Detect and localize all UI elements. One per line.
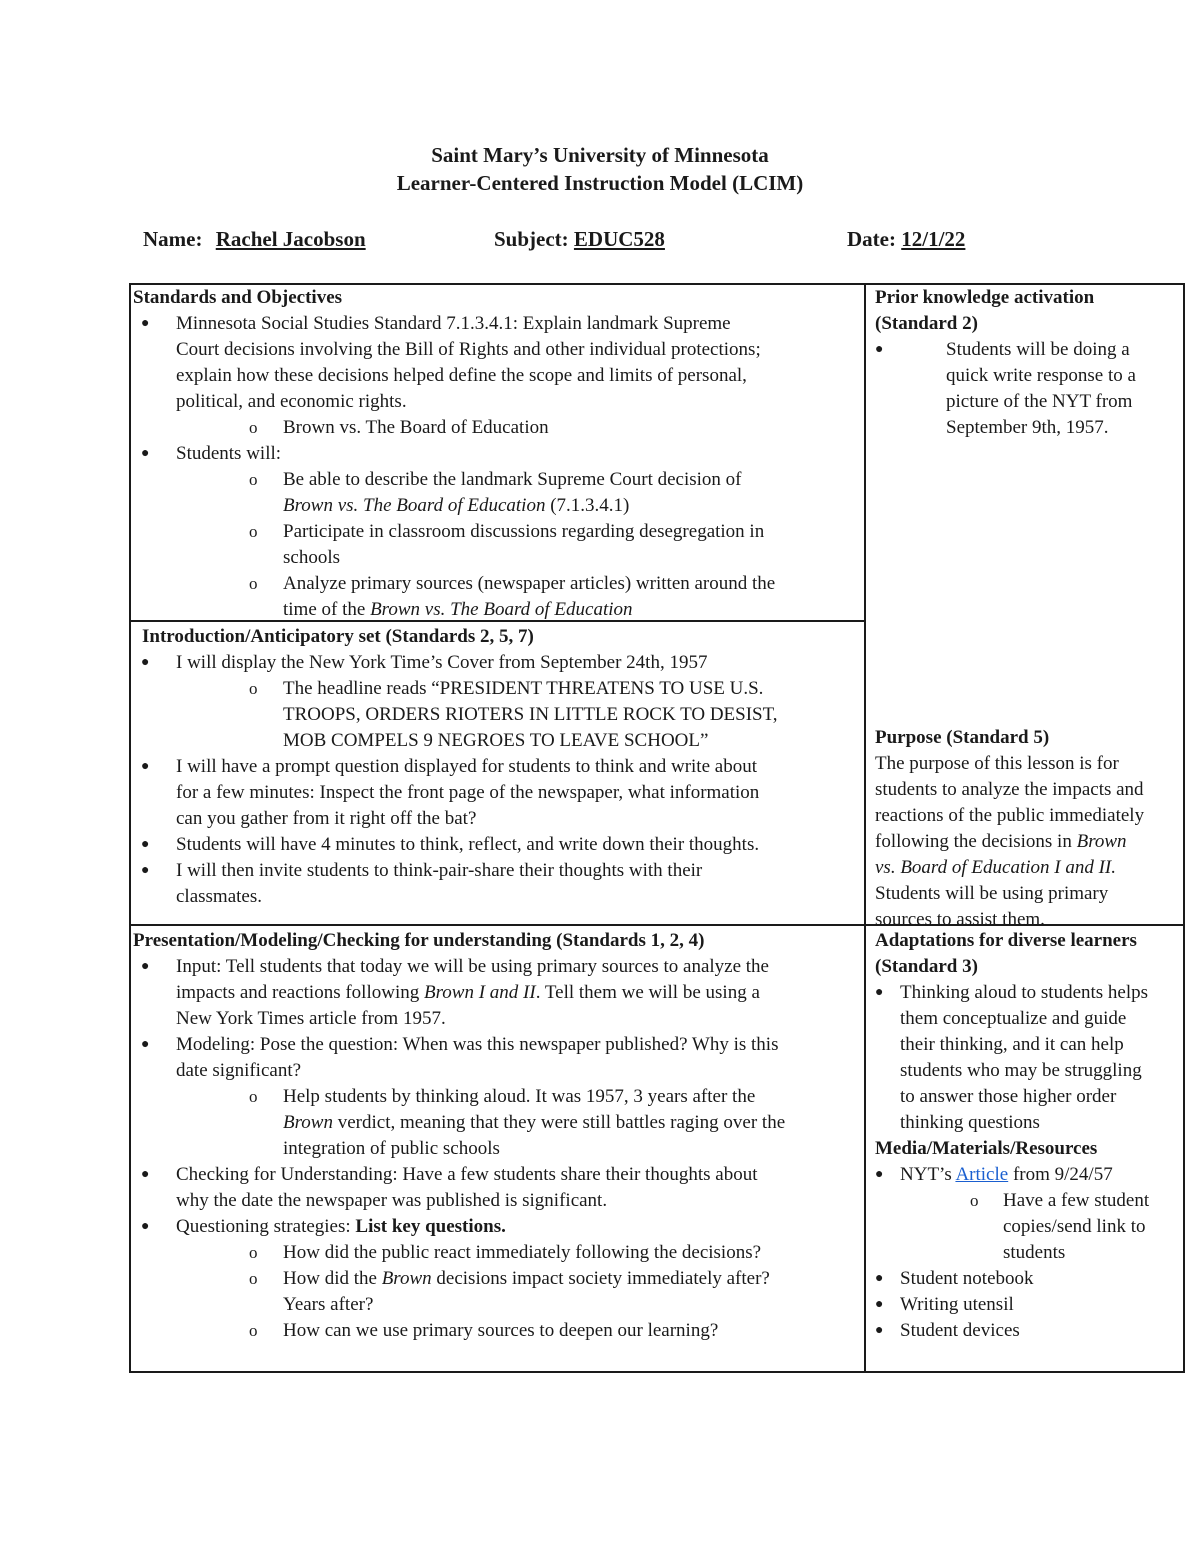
sub-list-item: o Brown vs. The Board of Education: [133, 415, 861, 441]
standards-heading: Standards and Objectives: [133, 287, 343, 308]
sub-list-item: o How can we use primary sources to deepen our learning?: [133, 1318, 861, 1344]
presentation-cell: Presentation/Modeling/Checking for understanding (Standards 1, 2, 4) ● Input: Tell students that today we will be using primary sources to analyze the impacts and reactions following Brown I and II. Tell them we will be using a New York Times article from 1957. ● Modeling: Pose the question: When was this newspaper published? Why is this date significant? o Help students by thinking aloud. It was 1957, 3 years after the Brown verdict, meaning that they were still battles raging over the integration of public schools ● Checking for Understanding: Have a few students share their thoughts about why the date the newspaper was published is significant. ● Questioning strategies: List key questions. o How did the public react immediately following the decisions? o How did the Brown decisions impact society immediately after? Years after? o How can we use primary sources to deepen our learning?: [133, 928, 861, 1344]
bullet-icon: ●: [141, 1167, 150, 1182]
bullet-icon: ●: [141, 863, 150, 878]
list-item: ● Students will have 4 minutes to think, reflect, and write down their thoughts.: [133, 832, 861, 858]
bullet-icon: ●: [141, 1037, 150, 1052]
list-item: ● Students will be doing a: [875, 337, 1181, 363]
sub-list-item: o Participate in classroom discussions regarding desegregation in: [133, 519, 861, 545]
sub-list-item: o The headline reads “PRESIDENT THREATENS TO USE U.S.: [133, 676, 861, 702]
bullet-icon: ●: [875, 342, 884, 357]
sub-bullet-icon: o: [249, 574, 258, 593]
university-title: Saint Mary’s University of Minnesota: [431, 143, 769, 167]
bullet-icon: ●: [141, 446, 150, 461]
purpose-cell: Purpose (Standard 5) The purpose of this lesson is for students to analyze the impacts and reactions of the public immediately following the decisions in Brown vs. Board of Education I and II. Students will be using primary sources to assist them.: [875, 725, 1181, 933]
list-item: ● Thinking aloud to students helps: [875, 980, 1181, 1006]
list-item: ● I will have a prompt question displayed for students to think and write about: [133, 754, 861, 780]
name-field: [143, 225, 366, 253]
sub-bullet-icon: o: [249, 418, 258, 437]
date-field: [847, 225, 965, 253]
list-item: ● Modeling: Pose the question: When was this newspaper published? Why is this: [133, 1032, 861, 1058]
standards-cell: Standards and Objectives ● Minnesota Social Studies Standard 7.1.3.4.1: Explain landmark Supreme Court decisions involving the Bill of Rights and other individual protections; explain how these decisions helped define the scope and limits of personal, political, and economic rights. o Brown vs. The Board of Education ● Students will: o Be able to describe the landmark Supreme Court decision of Brown vs. The Board of Education (7.1.3.4.1) o Participate in classroom discussions regarding desegregation in schools o Analyze primary sources (newspaper articles) written around the time of the Brown vs. The Board of Education: [133, 285, 861, 623]
subject-value: EDUC528: [573, 227, 665, 251]
prior-heading: Prior knowledge activation: [875, 287, 1095, 308]
sub-bullet-icon: o: [249, 1321, 258, 1340]
name-label: Name:: [143, 227, 203, 251]
sub-bullet-icon: o: [249, 679, 258, 698]
sub-list-item: o Help students by thinking aloud. It was 1957, 3 years after the: [133, 1084, 861, 1110]
purpose-heading: Purpose (Standard 5): [875, 727, 1050, 748]
bullet-icon: ●: [141, 959, 150, 974]
sub-list-item: o Analyze primary sources (newspaper articles) written around the: [133, 571, 861, 597]
bullet-icon: ●: [141, 316, 150, 331]
media-heading: Media/Materials/Resources: [875, 1138, 1098, 1159]
adaptations-cell: Adaptations for diverse learners (Standard 3) ● Thinking aloud to students helps them conceptualize and guide their thinking, and it can help students who may be struggling to answer those higher order thinking questions Media/Materials/Resources ● NYT’s Article from 9/24/57 o Have a few student copies/send link to students ● Student notebook ● Writing utensil ● Student devices: [875, 928, 1181, 1344]
list-item: ● NYT’s Article from 9/24/57: [875, 1162, 1181, 1188]
model-title: Learner-Centered Instruction Model (LCIM): [396, 171, 804, 195]
article-link[interactable]: Article: [955, 1164, 1009, 1185]
bullet-icon: ●: [875, 1167, 884, 1182]
sub-bullet-icon: o: [249, 1243, 258, 1262]
sub-list-item: o How did the public react immediately following the decisions?: [133, 1240, 861, 1266]
bullet-icon: ●: [141, 1219, 150, 1234]
adaptations-heading: Adaptations for diverse learners: [875, 930, 1137, 951]
sub-list-item: o Have a few student: [875, 1188, 1181, 1214]
list-item: ● Writing utensil: [875, 1292, 1181, 1318]
bullet-icon: ●: [875, 1323, 884, 1338]
list-item: ● Student notebook: [875, 1266, 1181, 1292]
list-item: ● Questioning strategies: List key questions.: [133, 1214, 861, 1240]
table-column-divider: [864, 283, 866, 1373]
sub-bullet-icon: o: [249, 1087, 258, 1106]
sub-list-item: o Be able to describe the landmark Supreme Court decision of: [133, 467, 861, 493]
bullet-icon: ●: [141, 759, 150, 774]
prior-knowledge-cell: Prior knowledge activation (Standard 2) ● Students will be doing a quick write response to a picture of the NYT from September 9th, 1957.: [875, 285, 1181, 441]
subject-label: Subject:: [494, 227, 569, 251]
list-item: ● Student devices: [875, 1318, 1181, 1344]
name-value: Rachel Jacobson: [215, 227, 366, 251]
list-item: ● I will then invite students to think-pair-share their thoughts with their: [133, 858, 861, 884]
introduction-cell: Introduction/Anticipatory set (Standards 2, 5, 7) ● I will display the New York Time’s Cover from September 24th, 1957 o The headline reads “PRESIDENT THREATENS TO USE U.S. TROOPS, ORDERS RIOTERS IN LITTLE ROCK TO DESIST, MOB COMPELS 9 NEGROES TO LEAVE SCHOOL” ● I will have a prompt question displayed for students to think and write about for a few minutes: Inspect the front page of the newspaper, what information can you gather from it right off the bat? ● Students will have 4 minutes to think, reflect, and write down their thoughts. ● I will then invite students to think-pair-share their thoughts with their classmates.: [133, 624, 861, 910]
sub-bullet-icon: o: [249, 1269, 258, 1288]
list-item: ● Minnesota Social Studies Standard 7.1.3.4.1: Explain landmark Supreme: [133, 311, 861, 337]
list-item: ● Students will:: [133, 441, 861, 467]
sub-list-item: o How did the Brown decisions impact society immediately after?: [133, 1266, 861, 1292]
presentation-heading: Presentation/Modeling/Checking for understanding (Standards 1, 2, 4): [133, 930, 705, 951]
list-item: ● I will display the New York Time’s Cover from September 24th, 1957: [133, 650, 861, 676]
sub-bullet-icon: o: [249, 470, 258, 489]
subject-field: [494, 225, 665, 253]
bullet-icon: ●: [141, 837, 150, 852]
bullet-icon: ●: [875, 1271, 884, 1286]
sub-bullet-icon: o: [970, 1191, 979, 1210]
sub-bullet-icon: o: [249, 522, 258, 541]
bullet-icon: ●: [875, 985, 884, 1000]
bullet-icon: ●: [141, 655, 150, 670]
date-value: 12/1/22: [901, 227, 966, 251]
date-label: Date:: [847, 227, 896, 251]
list-item: ● Input: Tell students that today we will be using primary sources to analyze the: [133, 954, 861, 980]
introduction-heading: Introduction/Anticipatory set (Standards 2, 5, 7): [142, 626, 534, 647]
bullet-icon: ●: [875, 1297, 884, 1312]
list-item: ● Checking for Understanding: Have a few students share their thoughts about: [133, 1162, 861, 1188]
